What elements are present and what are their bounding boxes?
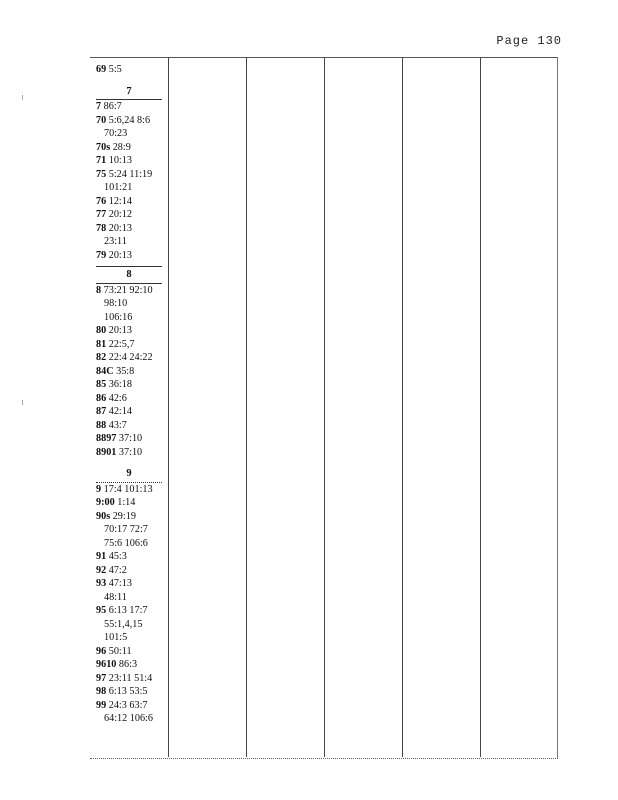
index-references: 50:11 [108,645,132,657]
index-term: 70 [96,114,107,126]
index-entry [96,672,166,686]
index-entry [96,699,166,713]
index-references-continued: 101:21 [104,182,133,193]
index-term: 99 [96,699,107,711]
index-references-continued: 98:10 [104,298,128,309]
index-term: 8 [96,284,102,296]
index-references-continued: 64:12 106:6 [104,713,153,724]
index-references-continued: 75:6 106:6 [104,537,148,549]
index-entry [96,365,166,379]
index-references: 20:13 [108,222,132,234]
index-entry [96,100,166,114]
index-references: 42:14 [108,406,132,417]
index-references: 23:11 51:4 [108,672,153,684]
index-entry [96,63,166,77]
index-term: 69 [96,64,107,75]
index-term: 70s [96,141,111,153]
index-entry [96,378,166,392]
index-term: 82 [96,352,107,363]
index-references: 10:13 [108,155,132,166]
index-term: 77 [96,209,107,220]
index-entry [96,496,166,510]
index-entry [96,351,166,365]
index-term: 92 [96,564,107,576]
index-references-continued: 70:23 [104,128,128,139]
index-references-continued: 106:16 [104,311,133,323]
index-term: 71 [96,155,107,166]
index-references: 22:5,7 [108,338,135,350]
index-term: 75 [96,168,107,180]
index-term: 88 [96,419,107,431]
section-heading: 7 [96,85,162,101]
index-term: 8897 [96,433,117,444]
index-references: 86:3 [118,659,138,670]
index-term: 9:00 [96,497,115,508]
index-references: 6:13 53:5 [108,686,148,697]
index-term: 90s [96,510,111,522]
column-divider [246,57,247,757]
index-entry [96,483,166,497]
index-references: 86:7 [103,101,122,112]
index-entry [96,419,166,433]
index-term: 96 [96,645,107,657]
index-entry [96,550,166,564]
index-references: 1:14 [117,497,136,508]
index-term: 87 [96,406,107,417]
index-term: 76 [96,195,107,207]
index-entry [96,154,166,168]
index-entry [96,114,166,128]
index-entry [96,432,166,446]
index-references: 6:13 17:7 [108,605,148,616]
index-references: 28:9 [112,141,131,153]
index-term: 97 [96,672,107,684]
index-term: 79 [96,249,107,261]
index-entry [96,604,166,618]
index-entry [96,284,166,298]
index-references: 43:7 [108,419,127,431]
index-references-continued: 23:11 [104,236,127,247]
index-term: 7 [96,101,102,112]
index-references: 5:24 11:19 [108,168,153,180]
index-term: 95 [96,605,107,616]
column-divider [324,57,325,757]
index-references: 47:13 [108,578,132,589]
index-references: 29:19 [112,510,136,522]
scan-mark [22,400,26,405]
index-references: 24:3 63:7 [108,699,148,711]
index-entry [96,195,166,209]
index-entry [96,208,166,222]
index-term: 81 [96,338,107,350]
index-references: 20:13 [108,325,132,336]
index-references: 17:4 101:13 [103,483,153,495]
page-label: Page 130 [496,34,562,48]
index-entry [96,168,166,182]
column-divider [402,57,403,757]
index-entry [96,577,166,591]
index-entry [96,392,166,406]
index-entry [96,405,166,419]
index-entry [96,324,166,338]
section-heading: 9 [96,467,162,483]
index-term: 91 [96,551,107,562]
index-entry [96,510,166,524]
index-entry [96,141,166,155]
index-references: 5:6,24 8:6 [108,114,151,126]
index-references: 42:6 [108,392,127,404]
index-term: 78 [96,222,107,234]
index-entry [96,338,166,352]
index-entry [96,564,166,578]
index-term: 9 [96,483,102,495]
index-term: 80 [96,325,107,336]
scan-mark [22,95,26,100]
index-references-continued: 48:11 [104,591,127,603]
index-references: 20:12 [108,209,132,220]
column-divider [480,57,481,757]
index-references: 36:18 [108,379,132,390]
index-references: 37:10 [118,433,143,444]
index-term: 98 [96,686,107,697]
section-heading: 8 [96,266,162,284]
index-term: 9610 [96,659,117,670]
index-references-continued: 55:1,4,15 [104,618,143,630]
index-term: 84C [96,365,114,377]
index-term: 8901 [96,446,117,458]
index-entry [96,446,166,460]
index-entry [96,222,166,236]
index-references: 20:13 [108,249,132,261]
index-references: 45:3 [108,551,127,562]
index-entry [96,685,166,699]
index-term: 86 [96,392,107,404]
index-references-continued: 101:5 [104,632,128,643]
index-entry [96,645,166,659]
index-references: 12:14 [108,195,132,207]
index-term: 85 [96,379,107,390]
index-references: 5:5 [108,64,122,75]
index-term: 93 [96,578,107,589]
index-references: 73:21 92:10 [103,284,153,296]
index-entry [96,249,166,263]
index-entry [96,658,166,672]
word-index-column [96,63,166,726]
index-references: 37:10 [118,446,143,458]
index-references: 47:2 [108,564,127,576]
index-references: 35:8 [116,365,135,377]
index-references-continued: 70:17 72:7 [104,524,148,535]
index-references: 22:4 24:22 [108,352,153,363]
column-divider [168,57,169,757]
